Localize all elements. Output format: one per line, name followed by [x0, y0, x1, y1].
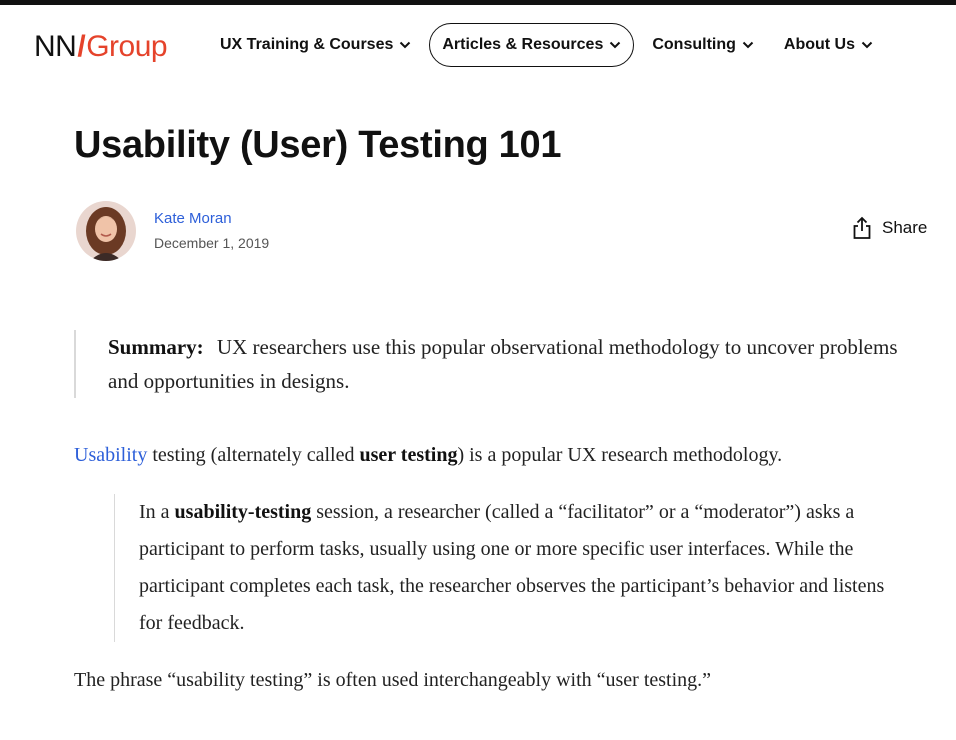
intro-text-a: testing (alternately called	[147, 444, 360, 466]
share-button[interactable]	[852, 214, 927, 242]
nav-about-us[interactable]	[772, 23, 885, 67]
logo-nn: NN	[34, 30, 77, 63]
nav-consulting[interactable]	[640, 23, 766, 67]
nav-label: Consulting	[652, 36, 736, 53]
logo-group: Group	[86, 30, 168, 63]
author-avatar[interactable]	[76, 201, 136, 261]
summary-label: Summary:	[108, 335, 204, 359]
quote-text-b: session, a researcher (called a “facilitator” or a “moderator”) asks a participant to perform tasks, usually using one or more specific user interfaces. While the participant completes each task, the researcher observes the participant’s behavior and listens for feedback.	[139, 501, 885, 634]
nav-label: UX Training & Courses	[220, 36, 394, 53]
avatar-image	[76, 201, 136, 261]
chevron-down-icon	[742, 39, 754, 51]
nav-ux-training[interactable]	[208, 23, 423, 67]
article-title: Usability (User) Testing 101	[74, 124, 562, 166]
main-nav	[208, 22, 891, 68]
chevron-down-icon	[609, 39, 621, 51]
nav-label: About Us	[783, 36, 855, 53]
intro-bold: user testing	[359, 444, 458, 466]
article-summary	[74, 330, 924, 398]
publish-date: December 1, 2019	[154, 235, 270, 251]
closing-paragraph: The phrase “usability testing” is often used interchangeably with “user testing.”	[74, 669, 712, 691]
usability-link[interactable]: Usability	[74, 444, 148, 466]
quote-text-a: In a	[139, 501, 175, 523]
share-icon	[852, 216, 872, 240]
logo-slash: /	[77, 30, 86, 63]
chevron-down-icon	[399, 39, 411, 51]
definition-quote	[114, 494, 904, 642]
quote-bold: usability-testing	[174, 501, 312, 523]
nav-articles-resources[interactable]	[429, 23, 634, 67]
nav-label: Articles & Resources	[442, 36, 604, 53]
intro-text-b: ) is a popular UX research methodology.	[457, 444, 783, 466]
summary-text: UX researchers use this popular observational methodology to uncover problems and opportunities in designs.	[108, 335, 898, 393]
nngroup-logo[interactable]	[34, 28, 167, 62]
top-border	[0, 0, 956, 5]
share-label: Share	[882, 218, 928, 237]
chevron-down-icon	[861, 39, 873, 51]
author-name-link[interactable]: Kate Moran	[154, 210, 232, 227]
intro-paragraph	[74, 440, 934, 470]
